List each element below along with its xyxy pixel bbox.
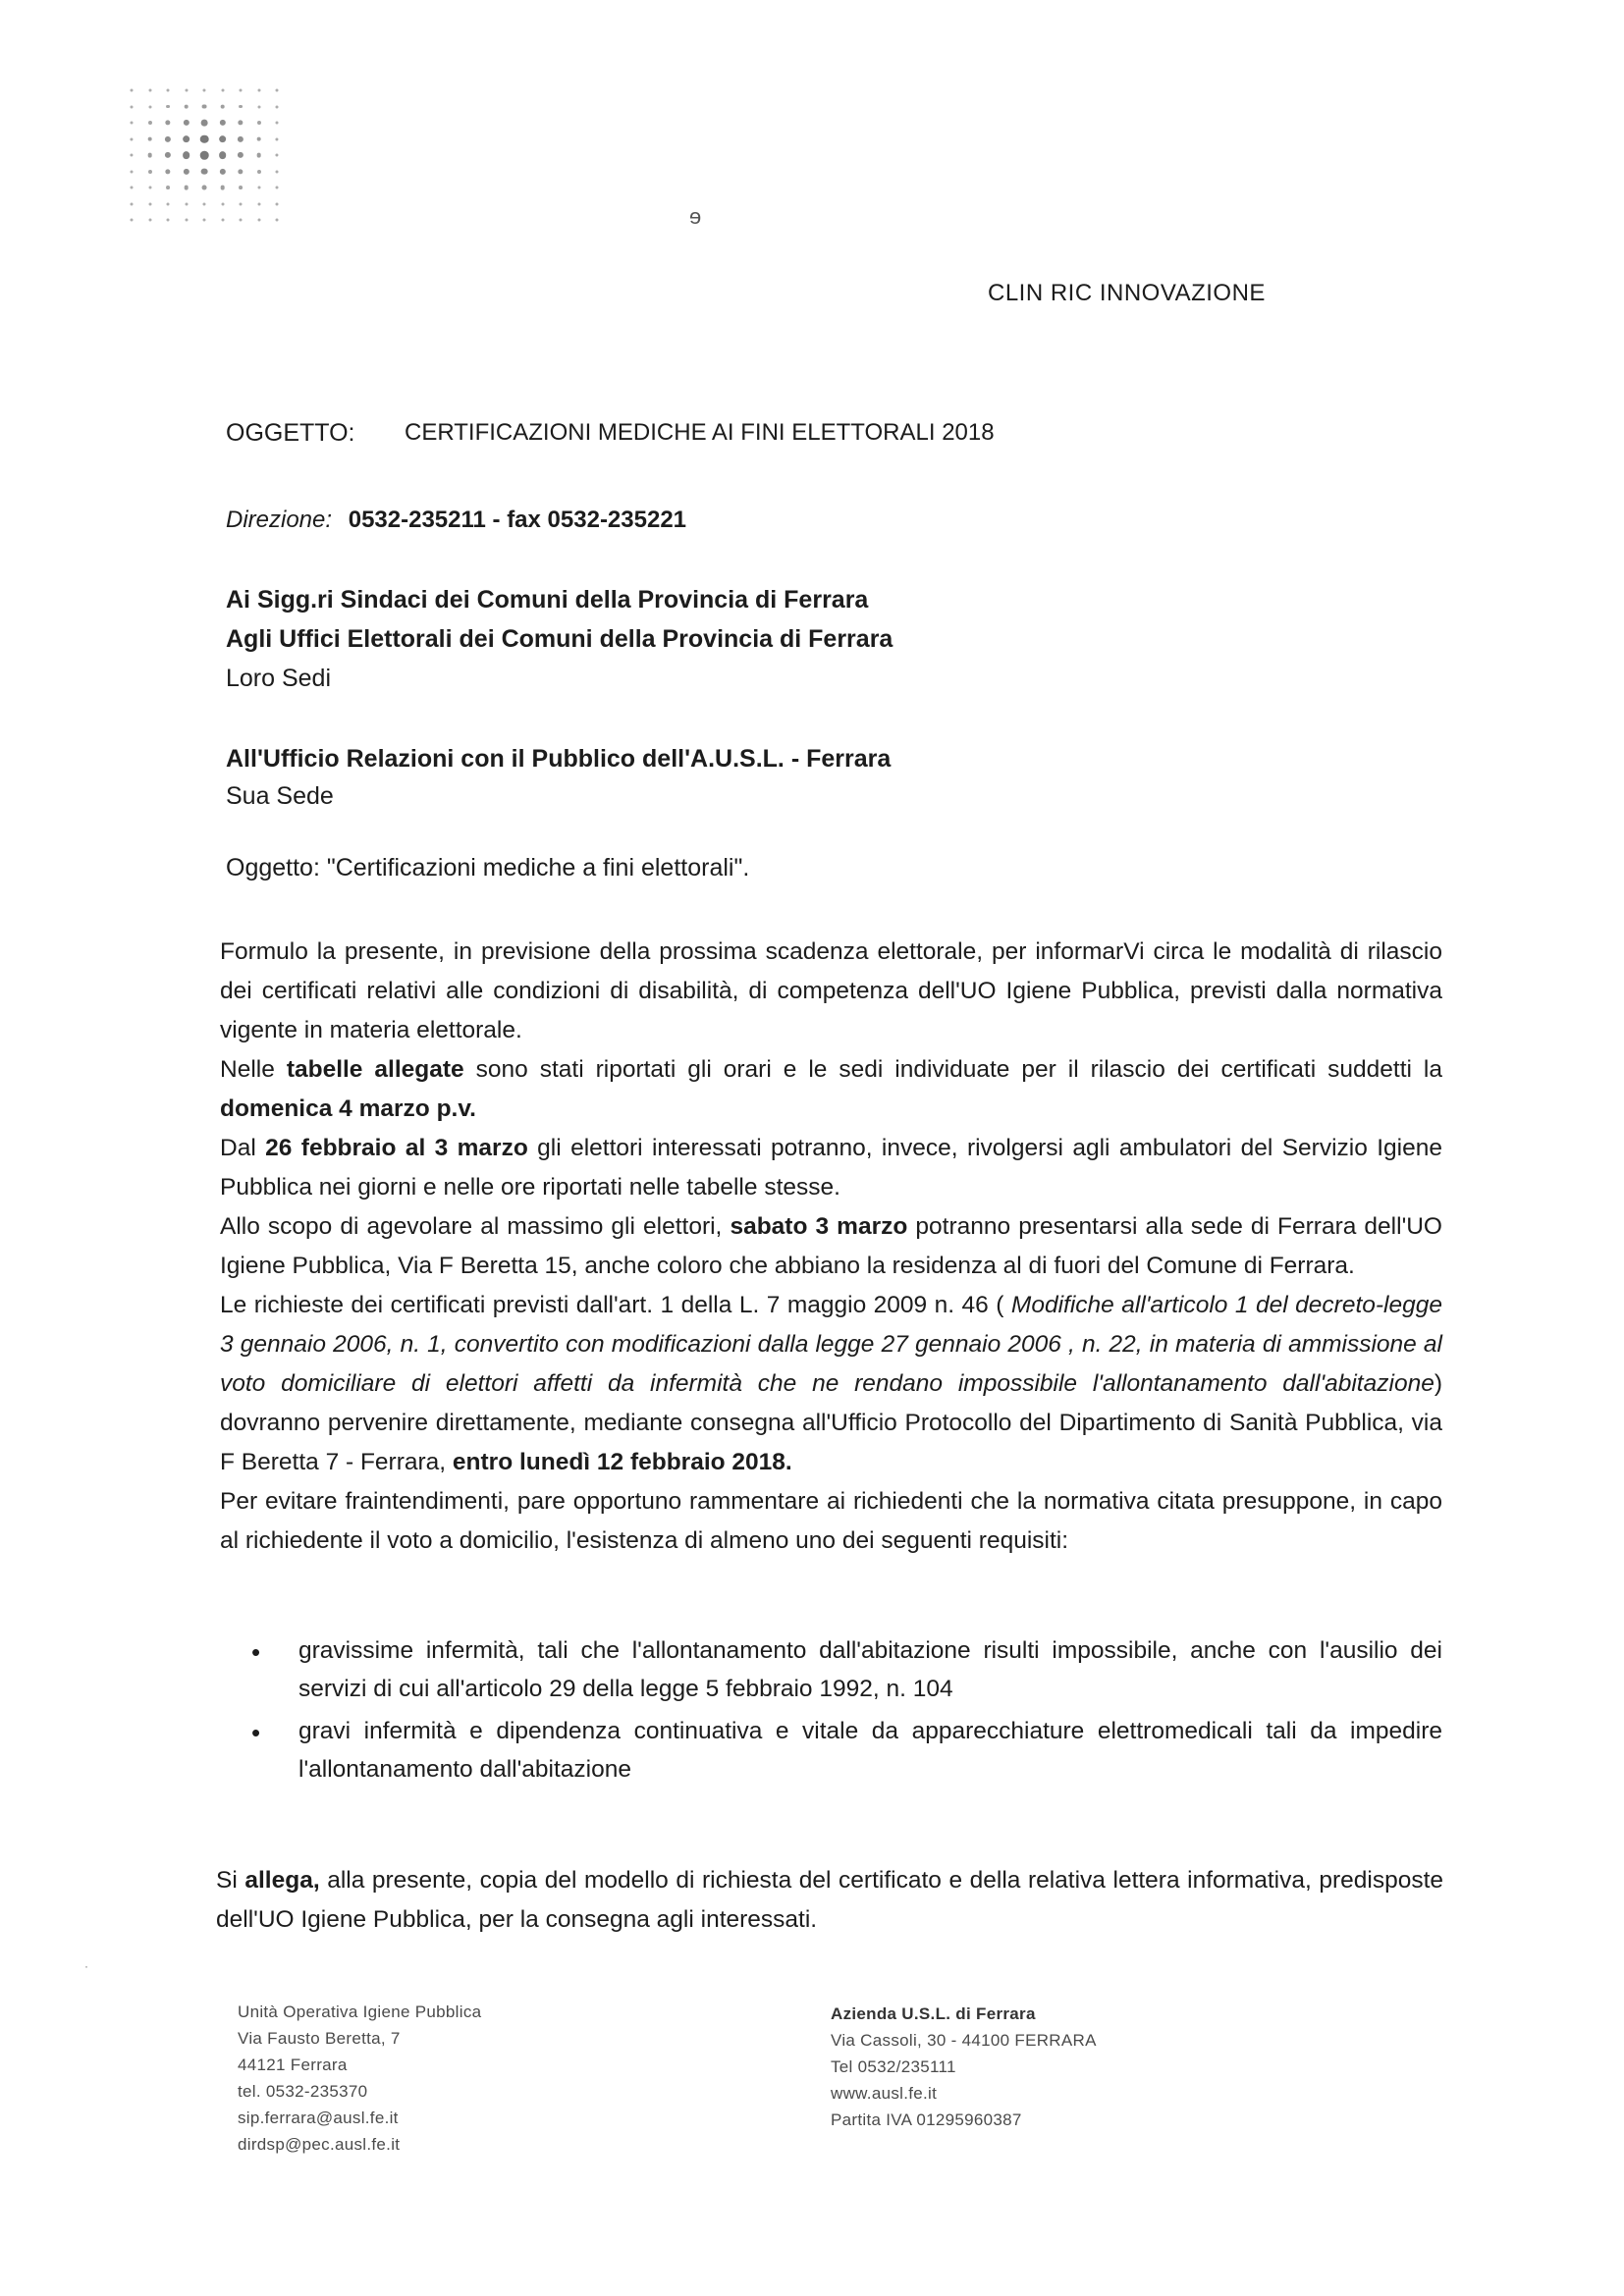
logo-dot (131, 187, 134, 189)
scan-mark: · (84, 1959, 88, 1973)
logo-dot (220, 104, 225, 109)
logo-dot (147, 136, 152, 141)
logo-dot (166, 105, 170, 109)
paragraph-4: Allo scopo di agevolare al massimo gli elettori, sabato 3 marzo potranno presentarsi alla sede di Ferrara dell'UO Igiene Pubblica, Via F Beretta 15, anche coloro che abbiano la residenza al di fuori del Comune di Ferrara. (220, 1213, 1442, 1279)
logo-dot (239, 105, 243, 109)
bullet-icon: • (251, 1718, 261, 1747)
logo-dot (184, 186, 189, 190)
direzione-line (226, 507, 686, 534)
logo-dot (185, 219, 188, 222)
logo-dot (220, 186, 225, 190)
logo-dot (167, 89, 170, 92)
logo-dot (148, 105, 151, 108)
logo-dot (219, 135, 227, 143)
logo-dot (276, 122, 279, 125)
logo-dot (256, 169, 260, 173)
logo-dot (147, 153, 152, 158)
logo-dot (165, 152, 171, 158)
footer-left (238, 1999, 481, 2158)
logo-dot (240, 202, 243, 205)
logo-dot (256, 136, 261, 141)
logo-dot (276, 187, 279, 189)
logo-dot (221, 219, 224, 222)
paragraph-5: Le richieste dei certificati previsti dall'art. 1 della L. 7 maggio 2009 n. 46 ( Modifiche all'articolo 1 del decreto-legge 3 gennaio 2006, n. 1, convertito con modificazioni dalla legge 27 gennaio 2006 , n. 22, in materia di ammissione al voto domiciliare di elettori affetti da infermità che ne rendano impossibile l'allontanamento dall'abitazione) dovranno pervenire direttamente, mediante consegna all'Ufficio Protocollo del Dipartimento di Sanità Pubblica, via F Beretta 7 - Ferrara, entro lunedì 12 febbraio 2018. (220, 1292, 1442, 1475)
logo-dot (221, 202, 224, 205)
logo-dot (131, 105, 134, 108)
logo-dot (200, 134, 209, 143)
logo-dot (131, 219, 134, 222)
footer-company-phone: Tel 0532/235111 (831, 2057, 956, 2076)
logo-dot (276, 105, 279, 108)
footer-address: Via Fausto Beretta, 7 (238, 2029, 401, 2048)
logo-dot (165, 169, 170, 174)
logo-dot (131, 202, 134, 205)
footer-unit: Unità Operativa Igiene Pubblica (238, 2002, 482, 2021)
recipient-line-5: Sua Sede (226, 782, 334, 810)
letter-body (220, 933, 1442, 1561)
bullet-text: gravi infermità e dipendenza continuativa e vitale da apparecchiature elettromedicali tali da impedire l'allontanamento dall'abitazione (298, 1718, 1442, 1783)
logo-dot (201, 168, 208, 175)
logo-dot (183, 120, 189, 126)
logo-dot (238, 152, 244, 158)
paragraph-2: Nelle tabelle allegate sono stati riportati gli orari e le sedi individuate per il rilascio dei certificati suddetti la domenica 4 marzo p.v. (220, 1056, 1442, 1122)
logo-dot (148, 187, 151, 189)
logo-dot (185, 89, 188, 92)
footer-pec: dirdsp@pec.ausl.fe.it (238, 2135, 401, 2154)
logo-dot (167, 219, 170, 222)
logo-dot (148, 219, 151, 222)
logo-dot (276, 219, 279, 222)
logo-dot (240, 219, 243, 222)
direzione-contacts: 0532-235211 - fax 0532-235221 (348, 507, 687, 533)
logo-dot (219, 151, 227, 159)
logo-dot (131, 122, 134, 125)
logo-dot (165, 120, 170, 125)
logo-dot (202, 186, 207, 190)
logo-dot (238, 169, 243, 174)
logo-dot (257, 187, 260, 189)
logo-dot (148, 202, 151, 205)
logo-dot (240, 89, 243, 92)
recipient-line-1: Ai Sigg.ri Sindaci dei Comuni della Provincia di Ferrara (226, 586, 869, 614)
logo-dot (257, 202, 260, 205)
logo-dot (185, 202, 188, 205)
logo-dot (219, 120, 225, 126)
logo-dot (166, 186, 170, 189)
logo-dot (276, 170, 279, 173)
footer-right (831, 2001, 1097, 2133)
logo-dot (221, 89, 224, 92)
paragraph-3: Dal 26 febbraio al 3 marzo gli elettori interessati potranno, invece, rivolgersi agli ambulatori del Servizio Igiene Pubblica nei giorni e nelle ore riportati nelle tabelle stesse. (220, 1135, 1442, 1201)
logo-dot (183, 135, 190, 143)
logo-dot (275, 137, 278, 140)
logo-dot (257, 219, 260, 222)
logo-dot (130, 153, 133, 156)
logo-dot (202, 202, 205, 205)
logo-dot (131, 89, 134, 92)
footer-website: www.ausl.fe.it (831, 2084, 938, 2103)
logo-dot (219, 168, 225, 174)
footer-vat: Partita IVA 01295960387 (831, 2110, 1022, 2129)
logo-dot (202, 104, 207, 109)
logo-dot (238, 120, 243, 125)
logo-dot (257, 105, 260, 108)
subject-label: OGGETTO: (226, 419, 355, 447)
footer-email: sip.ferrara@ausl.fe.it (238, 2109, 399, 2127)
footer-company-address: Via Cassoli, 30 - 44100 FERRARA (831, 2031, 1097, 2050)
scan-mark: ɘ (689, 204, 702, 229)
bullet-text: gravissime infermità, tali che l'allontanamento dall'abitazione risulti impossibile, anche con l'ausilio dei servizi di cui all'articolo 29 della legge 5 febbraio 1992, n. 104 (298, 1637, 1442, 1702)
paragraph-1: Formulo la presente, in previsione della prossima scadenza elettorale, per informarVi circa le modalità di rilascio dei certificati relativi alle condizioni di disabilità, di competenza dell'UO Igiene Pubblica, previsti dalla normativa vigente in materia elettorale. (220, 938, 1442, 1043)
logo-dot (184, 104, 189, 109)
paragraph-6: Per evitare fraintendimenti, pare opportuno rammentare ai richiedenti che la normativa citata presuppone, in capo al richiedente il voto a domicilio, l'esistenza di almeno uno dei seguenti requisiti: (220, 1488, 1442, 1554)
requirement-bullet-2 (251, 1712, 1442, 1789)
logo-dot (256, 121, 260, 125)
logo-dot (257, 89, 260, 92)
logo-dot (202, 88, 205, 91)
logo-dot (130, 137, 133, 140)
footer-city: 44121 Ferrara (238, 2056, 348, 2074)
footer-phone: tel. 0532-235370 (238, 2082, 368, 2101)
logo-dot (276, 89, 279, 92)
logo-dot (131, 170, 134, 173)
footer-company: Azienda U.S.L. di Ferrara (831, 2004, 1036, 2023)
logo-dot (183, 168, 189, 174)
direzione-label: Direzione: (226, 507, 333, 533)
department-label: CLIN RIC INNOVAZIONE (988, 280, 1266, 306)
oggetto-line: Oggetto: "Certificazioni mediche a fini elettorali". (226, 854, 750, 881)
recipient-line-3: Loro Sedi (226, 665, 332, 692)
logo-dot (239, 186, 243, 189)
logo-dot (201, 120, 208, 127)
closing-paragraph: Si allega, alla presente, copia del modello di richiesta del certificato e della relativa lettera informativa, predisposte dell'UO Igiene Pubblica, per la consegna agli interessati. (216, 1867, 1444, 1933)
logo-dot (275, 153, 278, 156)
bullet-icon: • (251, 1637, 261, 1667)
logo-dot (148, 89, 151, 92)
logo-dot (165, 135, 171, 141)
logo-dot (183, 151, 190, 159)
logo-dot (203, 219, 206, 222)
logo-dot (238, 135, 244, 141)
logo-dot (200, 151, 209, 160)
subject-value: CERTIFICAZIONI MEDICHE AI FINI ELETTORALI 2018 (405, 419, 995, 446)
logo-dot (147, 169, 151, 173)
logo-dot (167, 202, 170, 205)
logo-dot (147, 121, 151, 125)
recipient-line-4: All'Ufficio Relazioni con il Pubblico dell'A.U.S.L. - Ferrara (226, 745, 892, 773)
recipient-line-2: Agli Uffici Elettorali dei Comuni della Provincia di Ferrara (226, 625, 893, 653)
requirement-bullet-1 (251, 1631, 1442, 1708)
logo-dot (276, 202, 279, 205)
logo-dot (256, 153, 261, 158)
ausl-logo-icon (126, 84, 293, 238)
